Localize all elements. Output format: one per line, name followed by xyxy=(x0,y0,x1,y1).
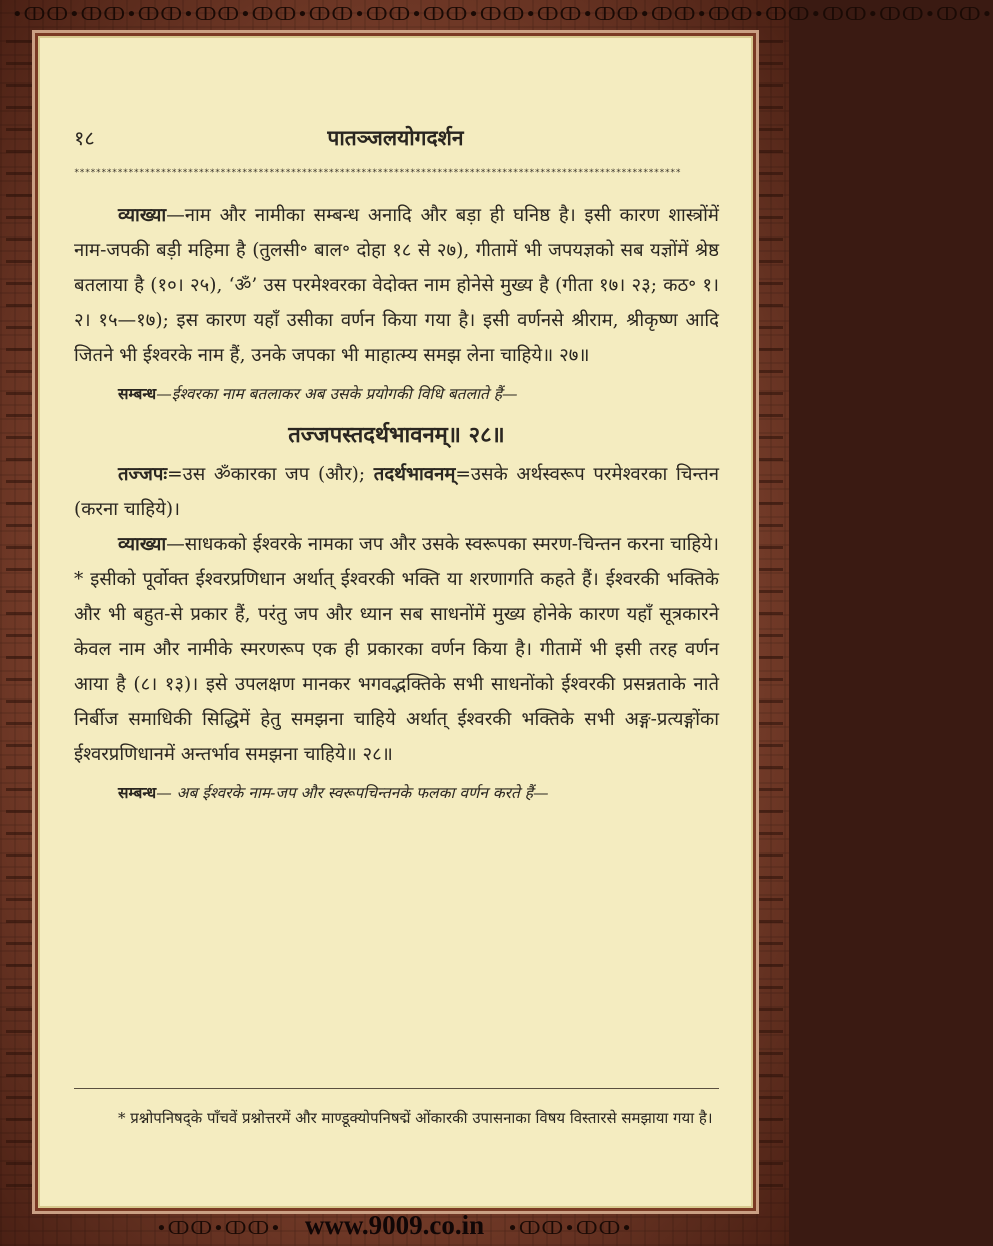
context-line-1 xyxy=(74,377,719,411)
context-line-2 xyxy=(74,776,719,810)
context-label: सम्बन्ध xyxy=(118,384,157,403)
website-link[interactable]: www.9009.co.in xyxy=(304,1210,485,1240)
commentary-paragraph-28 xyxy=(74,527,719,772)
word-meaning xyxy=(74,457,719,527)
commentary-label: व्याख्या xyxy=(118,534,167,555)
term-1-meaning: =उस ॐकारका जप (और); xyxy=(167,464,366,485)
footer-ornament-right: •ↀↀ•ↀↀ• xyxy=(507,1218,633,1239)
page-body xyxy=(74,198,719,812)
book-page xyxy=(38,36,753,1208)
footnote: * प्रश्नोपनिषद्के पाँचवें प्रश्नोत्तरमें और माण्डूक्योपनिषद्में ओंकारकी उपासनाका विषय विस्तारसे समझाया गया है। xyxy=(118,1109,713,1127)
term-1: तज्जपः xyxy=(118,464,168,485)
commentary-label: व्याख्या xyxy=(118,205,167,226)
top-ornament: •ↀↀ•ↀↀ•ↀↀ•ↀↀ•ↀↀ•ↀↀ•ↀↀ•ↀↀ•ↀↀ•ↀↀ•ↀↀ•ↀↀ•ↀↀ•ↀↀ•ↀↀ•ↀↀ•ↀↀ• xyxy=(12,4,993,25)
commentary-text: —नाम और नामीका सम्बन्ध अनादि और बड़ा ही घनिष्ठ है। इसी कारण शास्त्रोंमें नाम-जपकी बड़ी महिमा है (तुलसी॰ बाल॰ दोहा १८ से २७), गीतामें भी जपयज्ञको सब यज्ञोंमें श्रेष्ठ बतलाया है (१०। २५), ‘ॐ’ उस परमेश्वरका वेदोक्त नाम होनेसे मुख्य है (गीता १७। २३; कठ॰ १। २। १५—१७); इस कारण यहाँ उसीका वर्णन किया गया है। इसी वर्णनसे श्रीराम, श्रीकृष्ण आदि जितने भी ईश्वरके नाम हैं, उनके जपका भी माहात्म्य समझ लेना चाहिये॥ २७॥ xyxy=(74,205,719,366)
term-2: तदर्थभावनम् xyxy=(373,464,456,485)
footer-bar xyxy=(0,1210,789,1242)
footnote-rule xyxy=(74,1088,719,1089)
term-2-meaning: =उसके अर्थस्वरूप परमेश्वरका चिन्तन (करना चाहिये)। xyxy=(74,464,720,520)
context-text: — अब ईश्वरके नाम-जप और स्वरूपचिन्तनके फलका वर्णन करते हैं— xyxy=(156,784,549,802)
right-ornament xyxy=(757,40,783,1206)
page-header xyxy=(38,124,753,154)
header-separator: **************************************************************************************************************** xyxy=(74,168,681,178)
left-ornament xyxy=(6,40,32,1206)
commentary-text: —साधकको ईश्वरके नामका जप और उसके स्वरूपका स्मरण-चिन्तन करना चाहिये।* इसीको पूर्वोक्त ईश्वरप्रणिधान अर्थात् ईश्वरकी भक्ति या शरणागति कहते हैं। ईश्वरकी भक्तिके और भी बहुत-से प्रकार हैं, परंतु जप और ध्यान सब साधनोंमें मुख्य होनेके कारण यहाँ सूत्रकारने केवल नाम और नामीके स्मरणरूप एक ही प्रकारका वर्णन किया है। गीतामें भी इसी तरह वर्णन आया है (८। १३)। इसे उपलक्षण मानकर भगवद्भक्तिके सभी साधनोंको ईश्वरकी प्रसन्नताके नाते निर्बीज समाधिकी सिद्धिमें हेतु समझना चाहिये अर्थात् ईश्वरकी भक्तिके सभी अङ्ग-प्रत्यङ्गोंका ईश्वरप्रणिधानमें अन्तर्भाव समझना चाहिये॥ २८॥ xyxy=(74,534,719,765)
page-number: १८ xyxy=(74,126,95,150)
sutra-28: तज्जपस्तदर्थभावनम्॥ २८॥ xyxy=(288,422,505,448)
commentary-paragraph-27 xyxy=(74,198,719,373)
context-text: —ईश्वरका नाम बतलाकर अब उसके प्रयोगकी विधि बतलाते हैं— xyxy=(156,385,518,403)
footer-ornament-left: •ↀↀ•ↀↀ• xyxy=(156,1218,282,1239)
page-title: पातञ्जलयोगदर्शन xyxy=(327,125,464,150)
context-label: सम्बन्ध xyxy=(118,783,157,802)
